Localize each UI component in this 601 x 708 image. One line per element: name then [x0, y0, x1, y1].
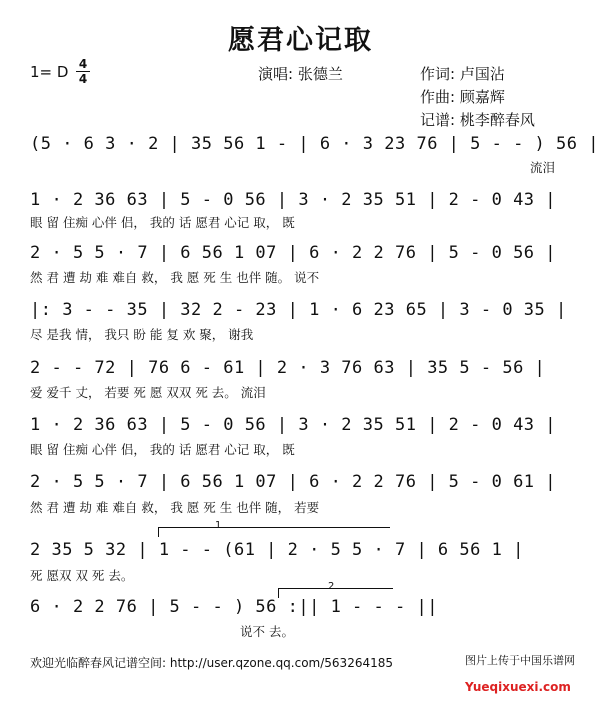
- staff-lyrics: 爱 爱千 丈， 若要 死 愿 双双 死 去。 流泪: [30, 385, 266, 400]
- staff-notes: 1 · 2 36 63 | 5 - 0 56 | 3 · 2 35 51 | 2 - 0 43 |: [30, 190, 557, 210]
- lyricist-credit: 作词: 卢国沾: [420, 65, 505, 83]
- staff-lyrics: 流泪: [530, 160, 556, 175]
- volta-number: 2: [328, 581, 335, 592]
- volta-bracket: [158, 527, 159, 537]
- staff-notes: 2 35 5 32 | 1 - - (61 | 2 · 5 5 · 7 | 6 56 1 |: [30, 540, 524, 560]
- footer-link-text: 欢迎光临醉春风记谱空间: http://user.qzone.qq.com/563264185: [30, 656, 394, 670]
- watermark-site: Yueqixuexi.com: [465, 680, 571, 694]
- staff-lyrics: 然 君 遭 劫 难 难自 救， 我 愿 死 生 也伴 随， 若要: [30, 500, 320, 515]
- staff-lyrics: 死 愿双 双 死 去。: [30, 568, 134, 583]
- composer-credit: 作曲: 顾嘉辉: [420, 88, 505, 106]
- volta-number: 1: [215, 520, 222, 531]
- staff-notes: (5 · 6 3 · 2 | 35 56 1 - | 6 · 3 23 76 | 5 - - ) 56 |: [30, 134, 599, 154]
- time-signature: [76, 58, 90, 85]
- staff-lyrics: 说不 去。: [240, 624, 294, 639]
- staff-notes: 2 · 5 5 · 7 | 6 56 1 07 | 6 · 2 2 76 | 5 - 0 56 |: [30, 243, 557, 263]
- key-signature: 1= D: [30, 63, 69, 81]
- volta-bracket: [278, 588, 393, 589]
- staff-notes: 6 · 2 2 76 | 5 - - ) 56 :|| 1 - - - ||: [30, 597, 438, 617]
- staff-notes: 2 - - 72 | 76 6 - 61 | 2 · 3 76 63 | 35 5 - 56 |: [30, 358, 546, 378]
- page-title: 愿君心记取: [228, 25, 373, 56]
- staff-lyrics: 然 君 遭 劫 难 难自 救， 我 愿 死 生 也伴 随。 说不: [30, 270, 320, 285]
- staff-lyrics: 眼 留 住痴 心伴 侣， 我的 话 愿君 心记 取， 既: [30, 442, 295, 457]
- volta-bracket: [158, 527, 390, 528]
- staff-notes: 1 · 2 36 63 | 5 - 0 56 | 3 · 2 35 51 | 2 - 0 43 |: [30, 415, 557, 435]
- staff-notes: |: 3 - - 35 | 32 2 - 23 | 1 · 6 23 65 | 3 - 0 35 |: [30, 300, 567, 320]
- watermark-caption: 图片上传于中国乐谱网: [465, 654, 575, 667]
- staff-lyrics: 眼 留 住痴 心伴 侣， 我的 话 愿君 心记 取， 既: [30, 215, 295, 230]
- staff-notes: 2 · 5 5 · 7 | 6 56 1 07 | 6 · 2 2 76 | 5 - 0 61 |: [30, 472, 557, 492]
- time-signature-top: 4: [78, 57, 88, 71]
- time-signature-bottom: 4: [78, 72, 88, 86]
- staff-lyrics: 尽 是我 情， 我只 盼 能 复 欢 聚， 谢我: [30, 327, 254, 342]
- singer-credit: 演唱: 张德兰: [258, 65, 343, 83]
- transcriber-credit: 记谱: 桃李醉春风: [420, 111, 535, 129]
